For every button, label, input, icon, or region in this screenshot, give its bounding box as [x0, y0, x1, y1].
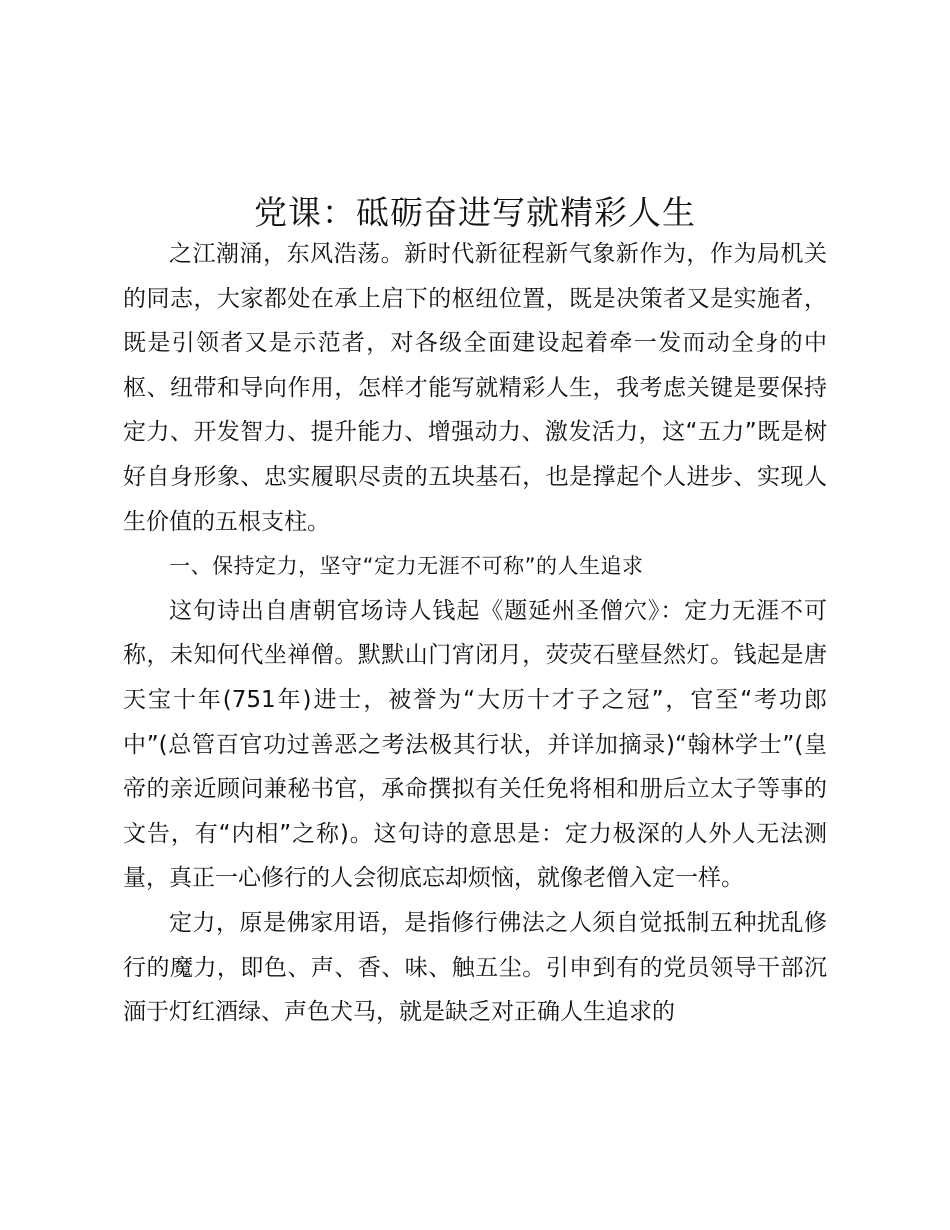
- document-body: [123, 232, 827, 1035]
- poem-paragraph: 这句诗出自唐朝官场诗人钱起《题延州圣僧穴》：定力无涯不可称，未知何代坐禅僧。默默山门宵闭月，荧荧石壁昼然灯。钱起是唐天宝十年(751年)进士，被誉为“大历十才子之冠”，官至“考功郎中”(总管百官功过善恶之考法极其行状，并详加摘录)“翰林学士”(皇帝的亲近顾问兼秘书官，承命撰拟有关任免将相和册后立太子等事的文告，有“内相”之称)。这句诗的意思是：定力极深的人外人无法测量，真正一心修行的人会彻底忘却烦恼，就像老僧入定一样。: [123, 597, 827, 892]
- intro-paragraph: 之江潮涌，东风浩荡。新时代新征程新气象新作为，作为局机关的同志，大家都处在承上启下的枢纽位置，既是决策者又是实施者，既是引领者又是示范者，对各级全面建设起着牵一发而动全身的中枢、纽带和导向作用，怎样才能写就精彩人生，我考虑关键是要保持定力、开发智力、提升能力、增强动力、激发活力，这“五力”既是树好自身形象、忠实履职尽责的五块基石，也是撑起个人进步、实现人生价值的五根支柱。: [123, 241, 827, 535]
- document-title: 党课：砥砺奋进写就精彩人生: [254, 193, 696, 233]
- definition-paragraph: 定力，原是佛家用语，是指修行佛法之人须自觉抵制五种扰乱修行的魔力，即色、声、香、味、触五尘。引申到有的党员领导干部沉湎于灯红酒绿、声色犬马，就是缺乏对正确人生追求的: [123, 909, 827, 1026]
- section-heading-1: 一、保持定力，坚守“定力无涯不可称”的人生追求: [169, 554, 644, 579]
